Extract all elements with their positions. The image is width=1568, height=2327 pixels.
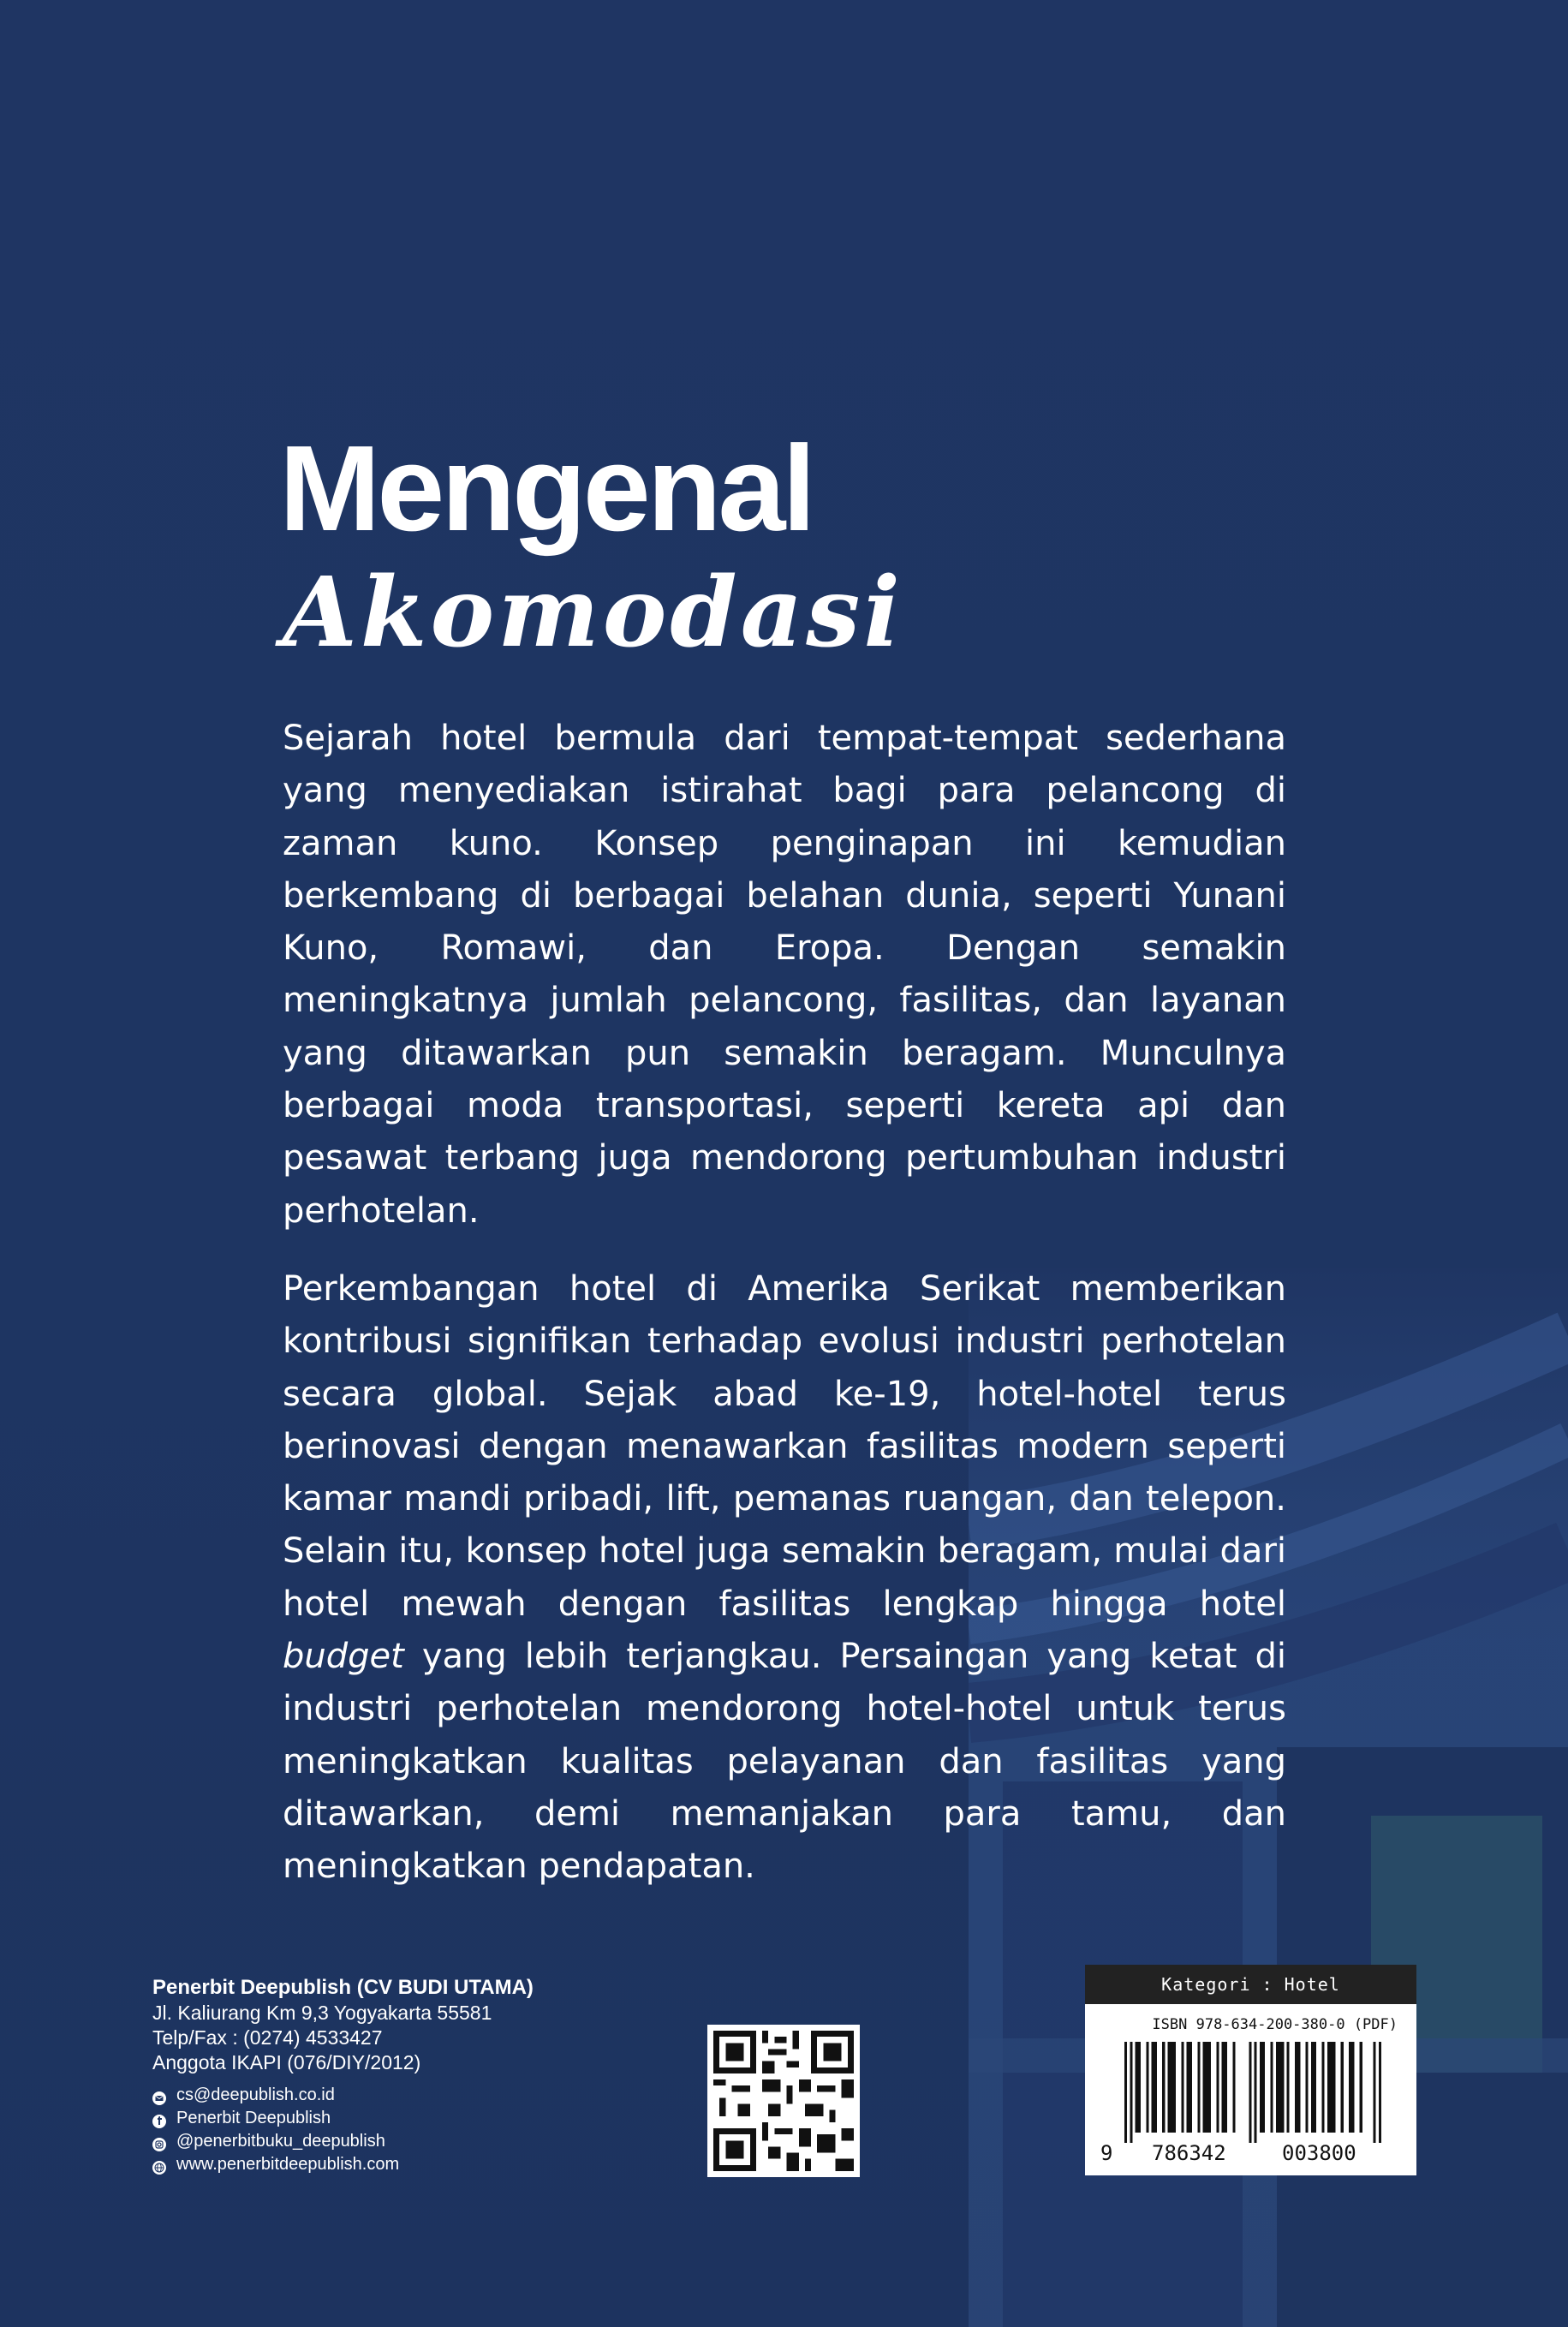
contact-email[interactable]	[152, 2084, 534, 2107]
publisher-membership: Anggota IKAPI (076/DIY/2012)	[152, 2051, 421, 2073]
barcode-digits-left: 786342	[1152, 2141, 1226, 2165]
paragraph-2-text: Perkembangan hotel di Amerika Serikat memberikan kontribusi signifikan terhadap evolusi industri perhotelan secara global. Sejak abad ke-19, hotel-hotel terus berinovasi dengan menawarkan fasilitas modern seperti kamar mandi pribadi, lift, pemanas ruangan, dan telepon. Selain itu, konsep hotel juga semakin beragam, mulai dari hotel mewah dengan fasilitas lengkap hingga hotel	[283, 1268, 1286, 1624]
synopsis	[283, 713, 1286, 1919]
synopsis-paragraph-1: Sejarah hotel bermula dari tempat-tempat sederhana yang menyediakan istirahat bagi para pelancong di zaman kuno. Konsep penginapan ini kemudian berkembang di berbagai belahan dunia, seperti Yunani Kuno, Romawi, dan Eropa. Dengan semakin meningkatnya jumlah pelancong, fasilitas, dan layanan yang ditawarkan pun semakin beragam. Munculnya berbagai moda transportasi, seperti kereta api dan pesawat terbang juga mendorong pertumbuhan industri perhotelan.	[283, 719, 1286, 1231]
contact-website[interactable]	[152, 2153, 534, 2176]
barcode-area	[1085, 2004, 1416, 2175]
contact-facebook-text: Penerbit Deepublish	[176, 2109, 331, 2127]
contact-instagram[interactable]	[152, 2130, 534, 2153]
title-line-1: Mengenal	[279, 421, 813, 557]
isbn-text: ISBN 978-634-200-380-0 (PDF)	[1152, 2016, 1398, 2033]
paragraph-2-italic-word: budget	[283, 1637, 404, 1677]
contact-facebook[interactable]	[152, 2107, 534, 2130]
publisher-address: Jl. Kaliurang Km 9,3 Yogyakarta 55581	[152, 2002, 492, 2024]
qr-code[interactable]	[707, 2025, 860, 2177]
publisher-phone: Telp/Fax : (0274) 4533427	[152, 2026, 383, 2049]
contact-instagram-text: @penerbitbuku_deepublish	[176, 2132, 385, 2151]
barcode-bars	[1124, 2042, 1381, 2143]
publisher-info	[152, 1975, 534, 2176]
category-label: Kategori : Hotel	[1085, 1965, 1416, 2004]
facebook-icon	[152, 2112, 166, 2126]
barcode-box	[1085, 1965, 1416, 2175]
publisher-name: Penerbit Deepublish (CV BUDI UTAMA)	[152, 1976, 534, 1999]
instagram-icon	[152, 2135, 166, 2149]
barcode-digits-right: 003800	[1282, 2141, 1356, 2165]
barcode-digit-first: 9	[1100, 2141, 1113, 2165]
paragraph-2-text-end: yang lebih terjangkau. Persaingan yang ketat di industri perhotelan mendorong hotel-hotel untuk terus meningkatkan kualitas pelayanan dan fasilitas yang ditawarkan, demi memanjakan para tamu, dan meningkatkan pendapatan.	[283, 1637, 1286, 1887]
email-icon	[152, 2089, 166, 2103]
globe-icon	[152, 2158, 166, 2172]
contact-email-text: cs@deepublish.co.id	[176, 2085, 335, 2104]
title-line-2: Akomodasi	[283, 557, 903, 669]
contact-website-text: www.penerbitdeepublish.com	[176, 2155, 400, 2174]
synopsis-paragraph-2	[283, 1263, 1286, 1894]
contact-list	[152, 2084, 534, 2176]
